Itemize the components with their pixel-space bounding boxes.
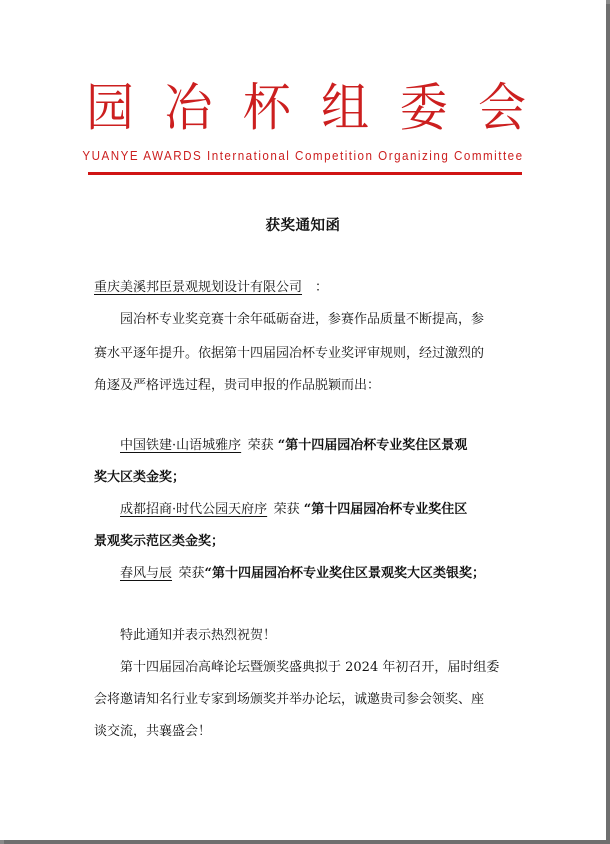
recipient-colon: ： <box>315 280 329 295</box>
recipient-line <box>94 276 328 300</box>
organizer-english-name: YUANYE AWARDS International Competition Organizing Committee <box>82 149 524 163</box>
organizer-char: 冶 <box>164 77 213 139</box>
award-name: “第十四届园冶杯专业奖住区 <box>303 502 468 517</box>
page-shadow-bottom <box>4 840 610 844</box>
award-project: 春风与辰 <box>120 566 173 581</box>
closing-line: 谈交流，共襄盛会！ <box>94 724 212 739</box>
organizer-char: 会 <box>477 77 526 139</box>
award-verb: 荣获 <box>178 566 205 581</box>
organizer-title <box>86 76 526 141</box>
award-project: 中国铁建·山语城雅序 <box>120 438 242 453</box>
intro-line: 角逐及严格评选过程，贵司申报的作品脱颖而出： <box>94 378 381 393</box>
award-3-line <box>120 562 485 586</box>
recipient-company: 重庆美溪邦臣景观规划设计有限公司 <box>94 280 303 295</box>
organizer-char: 委 <box>399 77 448 139</box>
award-name-continued: 奖大区类金奖； <box>94 470 186 485</box>
award-project: 成都招商·时代公园天府序 <box>120 502 268 517</box>
closing-line: 会将邀请知名行业专家到场颁奖并举办论坛，诚邀贵司参会领奖、座 <box>94 692 485 707</box>
award-name: “第十四届园冶杯专业奖住区景观 <box>277 438 468 453</box>
award-1-line <box>120 434 467 458</box>
organizer-char: 杯 <box>242 77 291 139</box>
award-name-continued: 景观奖示范区类金奖； <box>94 534 225 549</box>
organizer-char: 园 <box>86 77 135 139</box>
header-divider <box>88 172 522 175</box>
award-verb: 荣获 <box>247 438 274 453</box>
page-shadow-right <box>606 4 610 844</box>
award-verb: 荣获 <box>273 502 300 517</box>
letter-title: 获奖通知函 <box>265 217 341 234</box>
organizer-char: 组 <box>321 77 370 139</box>
award-name: “第十四届园冶杯专业奖住区景观奖大区类银奖； <box>204 566 486 581</box>
intro-line: 园冶杯专业奖竞赛十余年砥砺奋进，参赛作品质量不断提高，参 <box>120 312 485 327</box>
closing-line: 第十四届园冶高峰论坛暨颁奖盛典拟于 2024 年初召开，届时组委 <box>120 660 500 675</box>
award-2-line <box>120 498 467 522</box>
congratulations-line: 特此通知并表示热烈祝贺！ <box>120 628 277 643</box>
intro-line: 赛水平逐年提升。依据第十四届园冶杯专业奖评审规则，经过激烈的 <box>94 346 485 361</box>
